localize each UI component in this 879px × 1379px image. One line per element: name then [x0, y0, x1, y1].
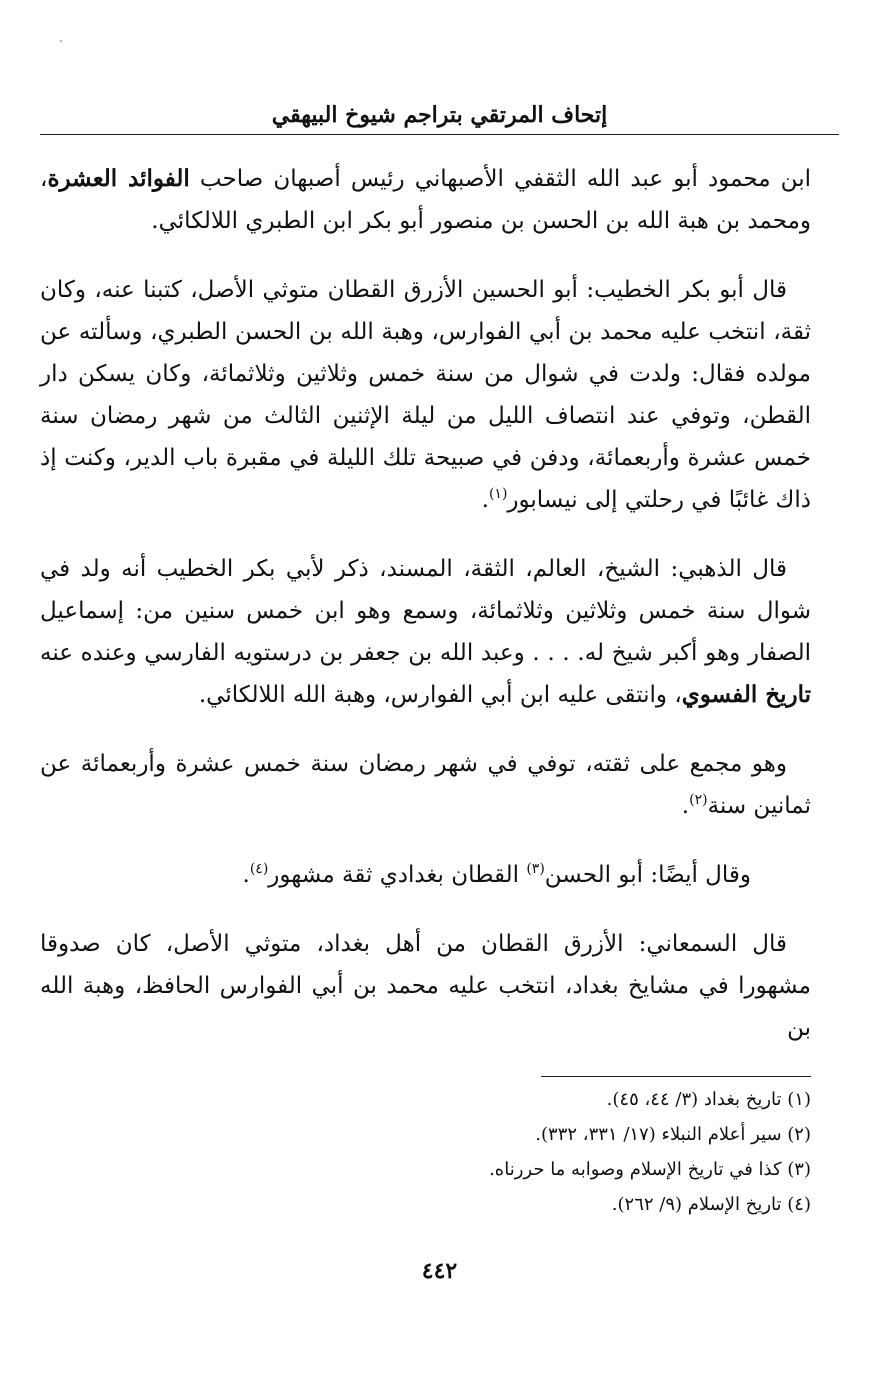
paragraph-3: [40, 548, 811, 716]
footnote-4: (٤) تاريخ الإسلام (٩/ ٢٦٢).: [611, 1194, 811, 1215]
page-number: ٤٤٢: [421, 1258, 458, 1284]
text-run: القطان بغدادي ثقة مشهور: [268, 862, 527, 888]
text-run: .: [681, 793, 690, 819]
book-title-bold: الفوائد العشرة: [47, 165, 190, 192]
footnote-1: (١) تاريخ بغداد (٣/ ٤٤، ٤٥).: [606, 1089, 811, 1110]
footnote-divider: [541, 1076, 811, 1077]
footnote-ref-4[interactable]: (٤): [249, 861, 269, 877]
text-run: .: [242, 862, 250, 888]
text-run: وقال أيضًا: أبو الحسن: [544, 862, 751, 888]
footnote-ref-2[interactable]: (٢): [689, 792, 708, 808]
paragraph-6: [40, 923, 811, 1049]
text-run: قال أبو بكر الخطيب: أبو الحسين الأزرق القطان متوثي الأصل، كتبنا عنه، وكان ثقة، انتخب عليه محمد بن أبي الفوارس، وهبة الله بن الحسن الطبري، وسألته عن مولده فقال: ولدت في شوال من سنة خمس وثلاثين وثلاثمائة، وكان يسكن دار القطن، وتوفي عند انتصاف الليل من ليلة الإثنين الثالث من شهر رمضان سنة خمس عشرة وأربعمائة، ودفن في صبيحة تلك الليلة في مقبرة باب الدير، وكنت إذ ذاك غائبًا في رحلتي إلى نيسابور: [40, 277, 811, 513]
text-run: ابن محمود أبو عبد الله الثقفي الأصبهاني رئيس أصبهان صاحب: [189, 166, 811, 192]
footnote-ref-3[interactable]: (٣): [526, 861, 545, 877]
book-title-bold: تاريخ الفسوي: [681, 681, 811, 708]
text-run: ، ومحمد بن هبة الله بن الحسن بن منصور أبو بكر ابن الطبري اللالكائي.: [40, 166, 811, 234]
paragraph-2: [40, 269, 811, 521]
text-run: .: [481, 487, 489, 513]
paragraph-5: [40, 854, 811, 896]
paragraph-1: [40, 158, 811, 242]
paragraph-4: [40, 743, 811, 827]
text-run: ، وانتقى عليه ابن أبي الفوارس، وهبة الله اللالكائي.: [198, 682, 682, 708]
text-run: وهو مجمع على ثقته، توفي في شهر رمضان سنة خمس عشرة وأربعمائة عن ثمانين سنة: [40, 751, 811, 819]
footnote-2: (٢) سير أعلام النبلاء (١٧/ ٣٣١، ٣٣٢).: [535, 1124, 811, 1145]
text-run: قال السمعاني: الأزرق القطان من أهل بغداد، متوثي الأصل، كان صدوقا مشهورا في مشايخ بغداد، انتخب عليه محمد بن أبي الفوارس الحافظ، وهبة الله بن: [40, 931, 811, 1041]
running-header: إتحاف المرتقي بتراجم شيوخ البيهقي: [40, 100, 839, 135]
scan-speck: [60, 40, 62, 42]
footnotes: [40, 1082, 811, 1222]
footnote-3: (٣) كذا في تاريخ الإسلام وصوابه ما حررناه.: [489, 1159, 811, 1180]
text-run: قال الذهبي: الشيخ، العالم، الثقة، المسند، ذكر لأبي بكر الخطيب أنه ولد في شوال سنة خمس وثلاثين وثلاثمائة، وسمع وهو ابن خمس سنين من: إسماعيل الصفار وهو أكبر شيخ له. . . . وعبد الله بن جعفر بن درستويه الفارسي وعنده عنه: [40, 556, 811, 666]
footnote-ref-1[interactable]: (١): [488, 486, 508, 502]
main-text: [40, 158, 811, 1076]
